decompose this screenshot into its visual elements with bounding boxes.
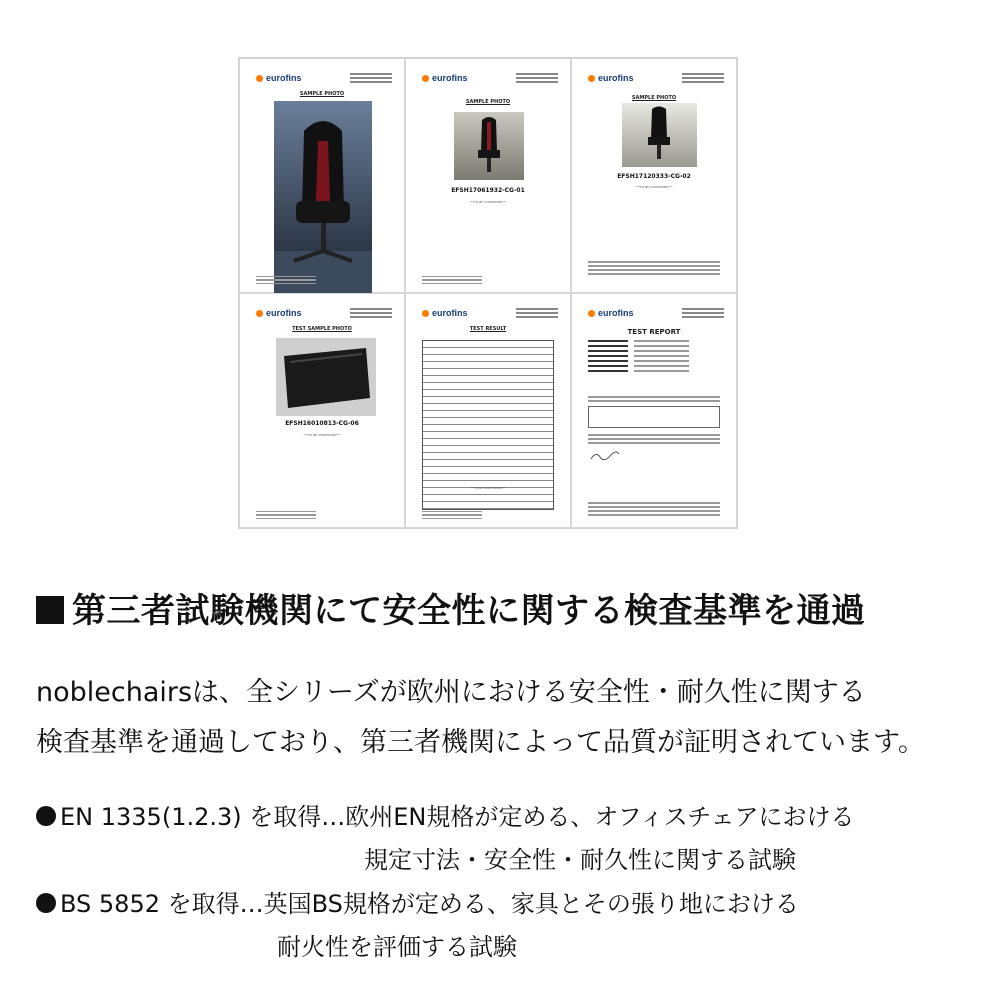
report-fields [588,340,720,375]
brand-name: eurofins [598,308,634,318]
bullet-text: BS 5852 を取得…英国BS規格が定める、家具とその張り地における [60,890,799,918]
bullet-dot-icon [36,806,56,826]
page-title: SAMPLE PHOTO [465,99,511,105]
eurofins-logo [422,73,468,83]
document-page [571,293,737,528]
sample-id: EFSH17120333-CG-02 [617,173,691,180]
eurofins-logo-icon [256,310,263,317]
fabric-image [276,338,376,416]
chair-image [274,101,372,293]
result-table [422,340,554,510]
eurofins-logo [256,73,302,83]
continued-note: ***TO BE CONTINUED*** [303,433,341,437]
footer [422,509,482,520]
document-page [239,58,405,293]
page-title: SAMPLE PHOTO [299,91,345,97]
document-page [571,58,737,293]
footer [422,274,482,285]
paragraph-line: 検査基準を通過しており、第三者機関によって品質が証明されています。 [36,727,925,758]
bullet-text: 耐火性を評価する試験 [277,933,517,961]
disclaimer-block [588,259,720,277]
bullet-text: 規定寸法・安全性・耐久性に関する試験 [364,846,796,874]
chair-photo [454,112,524,180]
certification-item-en1335 [36,796,855,882]
page-title: TEST REPORT [627,328,681,336]
section-heading [36,583,976,632]
paragraph-line: noblechairsは、全シリーズが欧州における安全性・耐久性に関する [36,677,866,708]
eurofins-logo-icon [588,310,595,317]
eurofins-logo [588,73,634,83]
continued-note: ***TO BE CONTINUED*** [469,200,507,204]
square-bullet-icon [36,596,64,624]
chair-image [454,112,524,180]
heading-text: 第三者試験機関にて安全性に関する検査基準を通過 [72,591,866,631]
fabric-photo [276,338,376,416]
certification-item-bs5852 [36,883,799,969]
continued-note: ***TO BE CONTINUED*** [635,185,673,189]
brand-name: eurofins [266,73,302,83]
bullet-text: EN 1335(1.2.3) を取得…欧州EN規格が定める、オフィスチェアにおける [60,803,855,831]
eurofins-logo [422,308,468,318]
page-title: SAMPLE PHOTO [631,95,677,101]
eurofins-logo-icon [588,75,595,82]
document-page [405,58,571,293]
report-meta [516,71,558,85]
document-page [239,293,405,528]
page-title: TEST RESULT [469,326,507,332]
footer [256,509,316,520]
report-meta [682,71,724,85]
chair-photo [622,103,697,167]
report-meta [516,306,558,320]
eurofins-logo-icon [422,75,429,82]
report-body [588,394,720,446]
disclaimer-block [588,500,720,518]
sample-id: EFSH16010813-CG-06 [285,420,359,427]
report-meta [350,306,392,320]
description-paragraph [36,668,986,768]
brand-name: eurofins [432,308,468,318]
continued-note: ***TO BE CONTINUED*** [469,486,507,490]
footer [256,274,316,285]
report-meta [682,306,724,320]
eurofins-logo [588,308,634,318]
chair-photo [274,101,372,293]
document-page [405,293,571,528]
brand-name: eurofins [432,73,468,83]
chair-image [622,103,697,167]
test-report-grid [238,57,738,529]
brand-name: eurofins [598,73,634,83]
bullet-dot-icon [36,893,56,913]
brand-name: eurofins [266,308,302,318]
sample-id: EFSH17061932-CG-01 [451,187,525,194]
eurofins-logo-icon [256,75,263,82]
signature [590,446,620,456]
report-meta [350,71,392,85]
page-title: TEST SAMPLE PHOTO [292,326,352,332]
eurofins-logo-icon [422,310,429,317]
eurofins-logo [256,308,302,318]
